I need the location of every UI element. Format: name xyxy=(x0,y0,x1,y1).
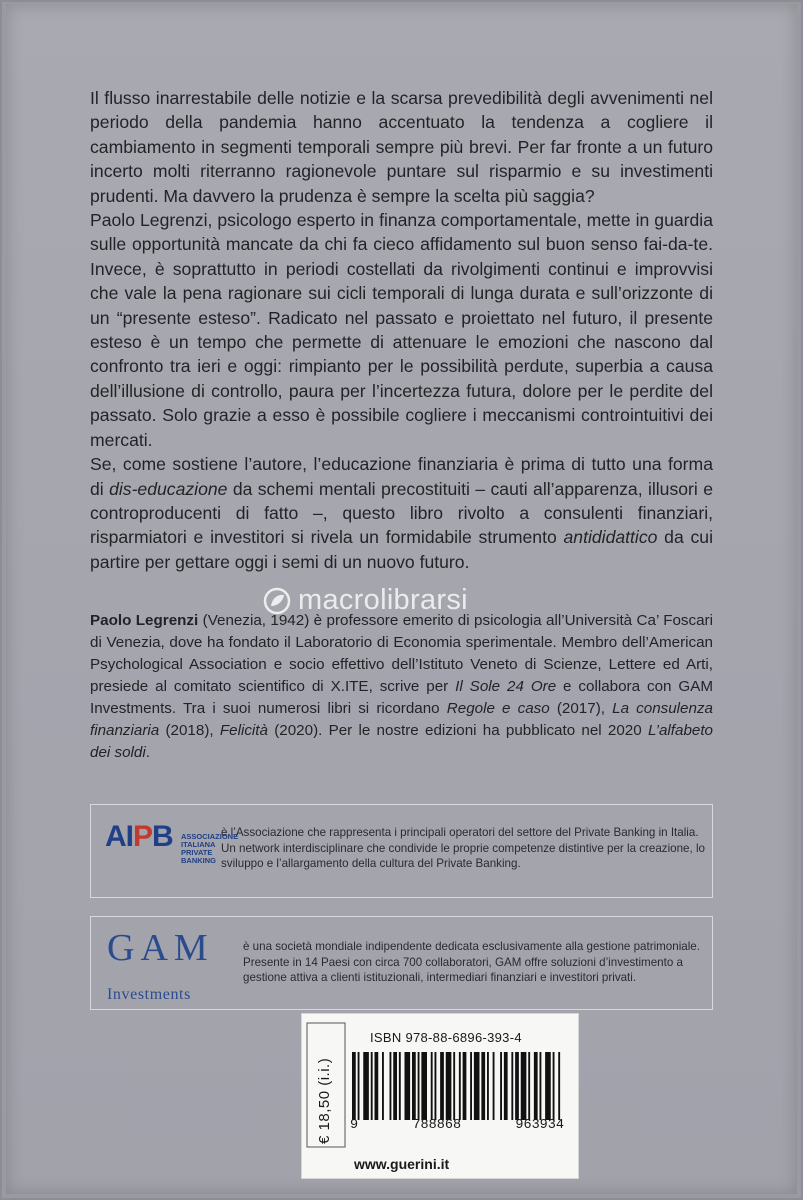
bio-emphasis: Felicità xyxy=(219,722,268,739)
blurb-paragraph-1: Il flusso inarrestabile delle notizie e la scarsa prevedibilità degli avvenimenti nel periodo della pandemia hanno accentuato la tendenza a cogliere il cambiamento in segmenti temporali sempre più brevi. Per far fronte a un futuro incerto molti riterranno ragionevole puntare sul risparmio e su investimenti prudenti. Ma davvero la prudenza è sempre la scelta più saggia? xyxy=(90,88,713,206)
aipb-logo xyxy=(97,819,239,881)
aipb-logo-ai: AI xyxy=(105,820,133,853)
blurb-text xyxy=(90,86,713,574)
blurb-emphasis: antididattico xyxy=(563,527,658,548)
blurb-text-span: Se, come sostiene l’autore, l’educazione finanziaria è prima di tutto una forma di xyxy=(90,454,713,499)
bio-emphasis: Il Sole 24 Ore xyxy=(455,678,557,695)
aipb-description: è l’Associazione che rappresenta i principali operatori del settore del Private Banking in Italia. Un network interdisciplinare che condivide le proprie competenze distintive per la creazione, lo sviluppo e l’allargamento della cultura del Private Banking. xyxy=(221,826,705,871)
aipb-logo-line: BANKING xyxy=(181,856,216,865)
bio-text-span: (Venezia, 1942) è professore emerito di psicologia all’Università Ca’ Foscari di Venezia, dove ha fondato il Laboratorio di Economia sperimentale. Membro dell’American Psychological Association e socio effettivo dell’Istituto Veneto di Scienze, Lettere ed Arti, presiede al comitato scientifico di X.ITE, scrive per xyxy=(90,612,713,695)
barcode-panel xyxy=(301,1013,579,1179)
bio-text-span: . xyxy=(145,744,150,761)
barcode-image xyxy=(352,1052,562,1120)
aipb-logo-line: ASSOCIAZIONE xyxy=(181,832,239,841)
author-bio xyxy=(90,610,713,764)
aipb-logo-line: ITALIANA xyxy=(181,840,216,849)
blurb-emphasis: dis-educazione xyxy=(109,478,228,499)
gam-logo-letters: GAM xyxy=(107,927,214,969)
aipb-logo-p: P xyxy=(133,820,153,853)
author-bio-paragraph xyxy=(90,610,713,764)
barcode-digits xyxy=(350,1118,564,1133)
barcode-digits-right: 963934 xyxy=(515,1118,564,1133)
aipb-logo-b: B xyxy=(152,820,173,853)
blurb-text-span: da cui partire per gettare oggi i semi di un nuovo futuro. xyxy=(90,527,713,572)
bio-text-span: (2020). Per le nostre edizioni ha pubblicato nel 2020 xyxy=(267,722,648,739)
price-label: € 18,50 (i.i.) xyxy=(316,1057,333,1144)
barcode-digit-first: 9 xyxy=(350,1118,359,1133)
bio-emphasis: L’alfabeto dei soldi xyxy=(90,722,713,761)
watermark-text: macrolibrarsi xyxy=(298,584,468,616)
aipb-box xyxy=(90,804,713,898)
bio-emphasis: Regole e caso xyxy=(446,700,550,717)
bio-emphasis: La consulenza finanziaria xyxy=(90,700,713,739)
gam-description: è una società mondiale indipendente dedicata esclusivamente alla gestione patrimoniale. Presente in 14 Paesi con circa 700 collaboratori, GAM offre soluzioni d’investimento a gestione attiva a clienti istituzionali, intermediari finanziari e investitori privati. xyxy=(243,940,700,985)
gam-box xyxy=(90,916,713,1010)
bio-text-span: (2018), xyxy=(159,722,220,739)
gam-logo-subtitle: Investments xyxy=(107,986,191,1003)
aipb-logo-letters xyxy=(105,820,173,853)
blurb-paragraph-2: Paolo Legrenzi, psicologo esperto in finanza comportamentale, mette in guardia sulle opportunità mancate da chi fa cieco affidamento sul buon senso fai-da-te. Invece, è soprattutto in periodi costellati da rivolgimenti continui e improvvisi che vale la pena ragionare sui cicli temporali di lunga durata e sull’orizzonte di un “presente esteso”. Radicato nel passato e proiettato nel futuro, il presente esteso è un tempo che permette di attenuare le emozioni che nascono dal confronto tra ieri e oggi: rimpianto per le possibilità perdute, superbia a causa dell’illusione di controllo, paura per l’incertezza futura, dolore per le perdite del passato. Solo grazie a esso è possibile cogliere i meccanismi controintuitivi dei mercati. xyxy=(90,210,713,450)
blurb-paragraph-3 xyxy=(90,452,713,574)
author-name: Paolo Legrenzi xyxy=(90,612,199,629)
bio-text-span: (2017), xyxy=(549,700,613,717)
isbn-text: ISBN 978-88-6896-393-4 xyxy=(370,1030,522,1045)
blurb-text-span: da schemi mentali precostituiti – cauti all’apparenza, illusori e controproducenti di fatto –, questo libro rivolto a consulenti finanziari, risparmiatori e investitori si rivela un formidabile strumento xyxy=(90,478,713,548)
aipb-logo-line: PRIVATE xyxy=(181,848,213,857)
gam-logo xyxy=(97,927,217,1003)
bio-text-span: e collabora con GAM Investments. Tra i suoi numerosi libri si ricordano xyxy=(90,678,713,717)
barcode-digits-left: 788868 xyxy=(412,1118,462,1133)
publisher-url: www.guerini.it xyxy=(354,1156,450,1172)
